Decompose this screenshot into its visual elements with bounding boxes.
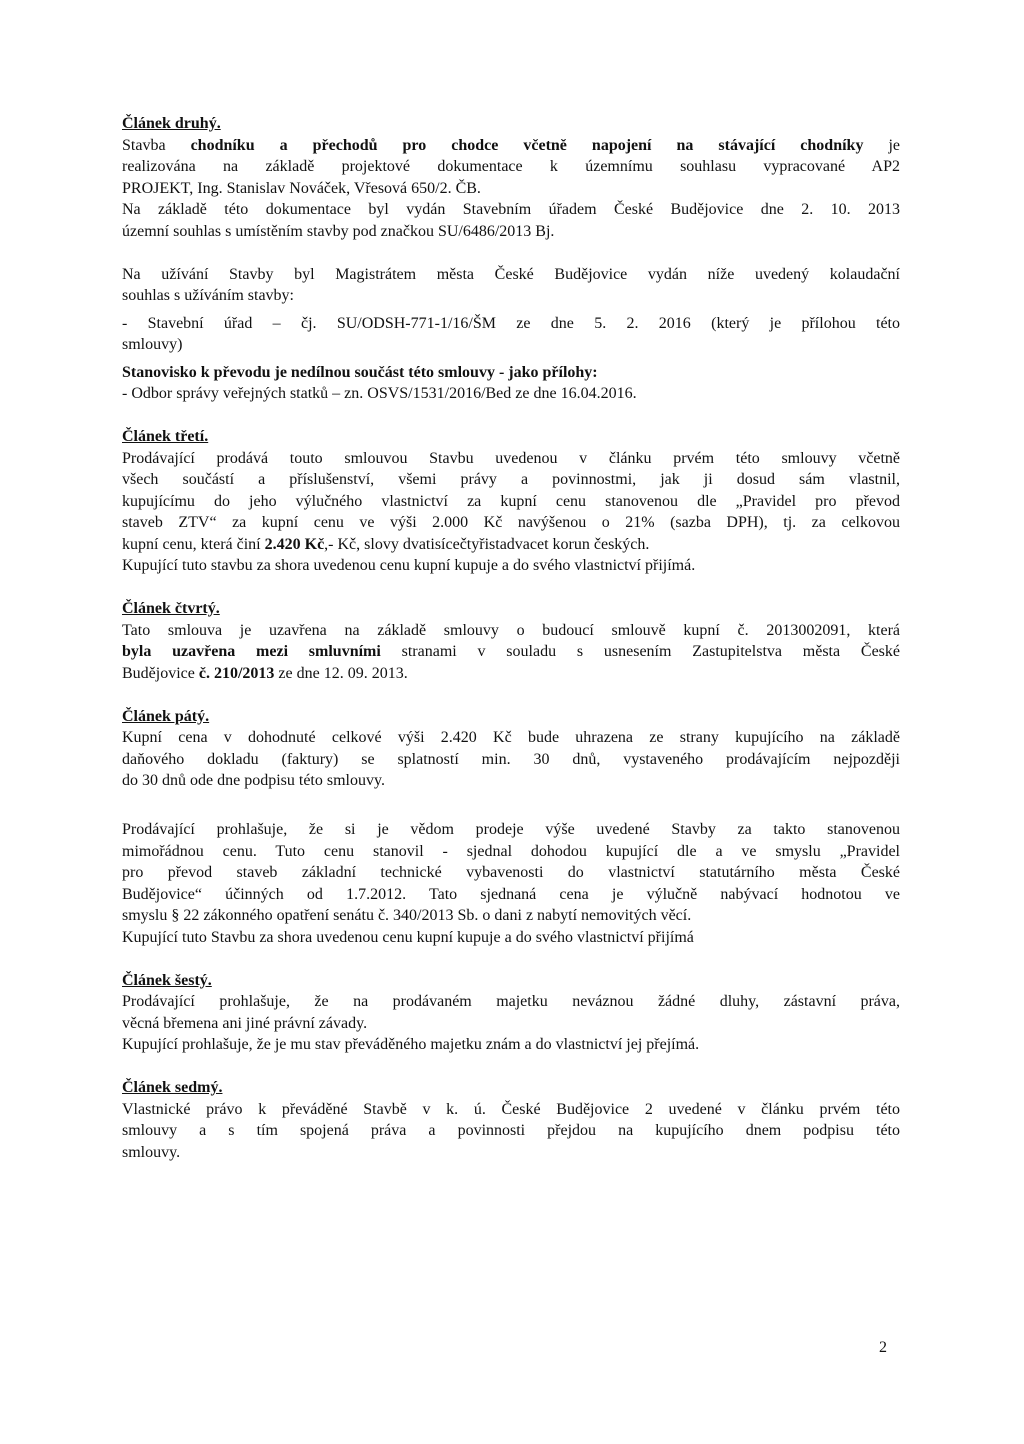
paragraph-line: územní souhlas s umístěním stavby pod značkou SU/6486/2013 Bj.	[122, 222, 555, 240]
paragraph-line: smlouvy)	[122, 336, 183, 353]
article-fourth	[122, 598, 900, 684]
article-fifth	[122, 706, 900, 949]
paragraph-line: Vlastnické právo k převáděné Stavbě v k. ú. České Budějovice 2 uvedené v článku prvém této	[122, 1100, 900, 1118]
paragraph-line: PROJEKT, Ing. Stanislav Nováček, Vřesová 650/2. ČB.	[122, 179, 481, 197]
paragraph-line: Stavba chodníku a přechodů pro chodce včetně napojení na stávající chodníky je	[122, 136, 901, 154]
paragraph-line: věcná břemena ani jiné právní závady.	[122, 1014, 368, 1032]
article-heading: Článek třetí.	[122, 428, 209, 445]
paragraph-line: Tato smlouva je uzavřena na základě smlouvy o budoucí smlouvě kupní č. 2013002091, která	[122, 621, 900, 639]
paragraph-line: kupní cenu, která činí 2.420 Kč,- Kč, slovy dvatisícečtyřistadvacet korun českých.	[122, 535, 650, 553]
article-second	[122, 113, 900, 405]
paragraph-line: Budějovice“ účinných od 1.7.2012. Tato sjednaná cena je výlučně nabývací hodnotou ve	[122, 885, 900, 903]
paragraph-line: kupujícímu do jeho výlučného vlastnictví za kupní cenu stanovenou dle „Pravidel pro převod	[122, 492, 900, 510]
paragraph-line: souhlas s užíváním stavby:	[122, 287, 294, 304]
paragraph-line: smlouvy.	[122, 1143, 181, 1161]
article-heading: Článek pátý.	[122, 707, 210, 725]
paragraph-line: Budějovice č. 210/2013 ze dne 12. 09. 2013.	[122, 664, 408, 682]
attachment-statement: Stanovisko k převodu je nedílnou součást této smlouvy - jako přílohy:	[122, 363, 598, 381]
paragraph-line: Kupující tuto stavbu za shora uvedenou cenu kupní kupuje a do svého vlastnictví přijímá.	[122, 557, 696, 574]
paragraph-line: Kupní cena v dohodnuté celkové výši 2.420 Kč bude uhrazena ze strany kupujícího na základě	[122, 729, 900, 746]
article-third	[122, 426, 900, 577]
paragraph-line: byla uzavřena mezi smluvními stranami v souladu s usnesením Zastupitelstva města České	[122, 643, 901, 660]
paragraph-line: mimořádnou cenu. Tuto cenu stanovil - sjednal dohodou kupující dle a ve smyslu „Pravidel	[122, 842, 900, 860]
paragraph-line: staveb ZTV“ za kupní cenu ve výši 2.000 Kč navýšenou o 21% (sazba DPH), tj. za celkovou	[122, 514, 900, 531]
paragraph-line: Kupující prohlašuje, že je mu stav převáděného majetku znám a do vlastnictví jej přejímá.	[122, 1036, 700, 1053]
paragraph-line: smlouvy a s tím spojená práva a povinnosti přejdou na kupujícího dnem podpisu této	[122, 1122, 900, 1139]
paragraph-line: - Stavební úřad – čj. SU/ODSH-771-1/16/ŠM ze dne 5. 2. 2016 (který je přílohou této	[122, 314, 900, 332]
paragraph-line: Kupující tuto Stavbu za shora uvedenou cenu kupní kupuje a do svého vlastnictví přijímá	[122, 928, 694, 946]
article-heading: Článek druhý.	[122, 115, 221, 132]
paragraph-line: Na užívání Stavby byl Magistrátem města České Budějovice vydán níže uvedený kolaudační	[122, 265, 900, 283]
article-sixth	[122, 970, 900, 1056]
page-number: 2	[879, 1339, 887, 1356]
paragraph-line: realizována na základě projektové dokumentace k územnímu souhlasu vypracované AP2	[122, 158, 900, 175]
paragraph-line: - Odbor správy veřejných statků – zn. OSVS/1531/2016/Bed ze dne 16.04.2016.	[122, 385, 637, 402]
article-heading: Článek sedmý.	[122, 1079, 223, 1096]
paragraph-line: Prodávající prohlašuje, že si je vědom prodeje výše uvedené Stavby za takto stanovenou	[122, 821, 900, 838]
paragraph-line: Prodávající prohlašuje, že na prodávaném majetku neváznou žádné dluhy, zástavní práva,	[122, 993, 900, 1010]
document-page	[122, 113, 900, 1163]
paragraph-line: smyslu § 22 zákonného opatření senátu č. 340/2013 Sb. o dani z nabytí nemovitých věcí.	[122, 907, 692, 924]
paragraph-line: Na základě této dokumentace byl vydán Stavebním úřadem České Budějovice dne 2. 10. 2013	[122, 201, 900, 218]
paragraph-line: Prodávající prodává touto smlouvou Stavbu uvedenou v článku prvém této smlouvy včetně	[122, 449, 900, 467]
article-heading: Článek čtvrtý.	[122, 600, 220, 617]
paragraph-line: do 30 dnů ode dne podpisu této smlouvy.	[122, 772, 385, 789]
paragraph-line: všech součástí a příslušenství, všemi právy a povinnostmi, jak ji dosud sám vlastnil,	[122, 471, 900, 488]
paragraph-line: daňového dokladu (faktury) se splatností min. 30 dnů, vystaveného prodávajícím nejpozději	[122, 750, 900, 768]
article-heading: Článek šestý.	[122, 971, 212, 989]
article-seventh	[122, 1077, 900, 1163]
paragraph-line: pro převod staveb základní technické vybavenosti do vlastnictví statutárního města České	[122, 864, 900, 881]
